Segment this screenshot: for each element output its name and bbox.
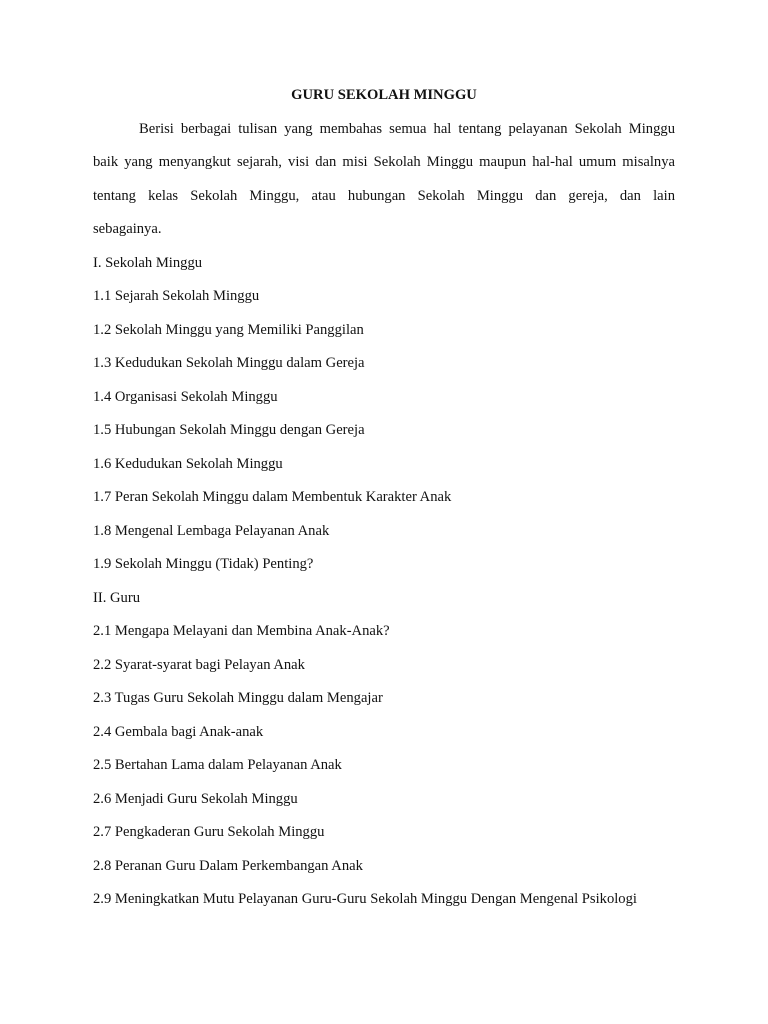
document-page (93, 79, 675, 917)
outline-item: 2.2 Syarat-syarat bagi Pelayan Anak (93, 656, 305, 673)
outline-list (93, 247, 675, 917)
outline-item: 2.1 Mengapa Melayani dan Membina Anak-Anak? (93, 623, 390, 639)
document-title: GURU SEKOLAH MINGGU (291, 87, 477, 103)
outline-item: 1.7 Peran Sekolah Minggu dalam Membentuk Karakter Anak (93, 489, 452, 505)
outline-item: 1.8 Mengenal Lembaga Pelayanan Anak (93, 522, 330, 539)
outline-item: 1.6 Kedudukan Sekolah Minggu (93, 455, 283, 472)
outline-item: 2.8 Peranan Guru Dalam Perkembangan Anak (93, 857, 363, 874)
outline-item: 1.1 Sejarah Sekolah Minggu (93, 288, 260, 304)
outline-item: 1.5 Hubungan Sekolah Minggu dengan Gereja (93, 422, 365, 438)
outline-item: 1.9 Sekolah Minggu (Tidak) Penting? (93, 556, 314, 572)
outline-item: 1.4 Organisasi Sekolah Minggu (93, 388, 278, 405)
outline-item: 2.7 Pengkaderan Guru Sekolah Minggu (93, 824, 325, 840)
intro-line: tentang kelas Sekolah Minggu, atau hubungan Sekolah Minggu dan gereja, dan lain (93, 187, 675, 204)
outline-item: 1.3 Kedudukan Sekolah Minggu dalam Gereja (93, 355, 365, 371)
section-heading: II. Guru (93, 589, 141, 606)
outline-item: 2.4 Gembala bagi Anak-anak (93, 723, 264, 740)
section-heading: I. Sekolah Minggu (93, 254, 203, 271)
intro-line: sebagainya. (93, 221, 162, 237)
intro-line: Berisi berbagai tulisan yang membahas semua hal tentang pelayanan Sekolah Minggu (139, 120, 675, 137)
outline-item: 2.3 Tugas Guru Sekolah Minggu dalam Mengajar (93, 690, 383, 706)
intro-line: baik yang menyangkut sejarah, visi dan misi Sekolah Minggu maupun hal-hal umum misalnya (93, 154, 675, 170)
outline-item: 2.9 Meningkatkan Mutu Pelayanan Guru-Guru Sekolah Minggu Dengan Mengenal Psikologi (93, 891, 637, 907)
outline-item: 1.2 Sekolah Minggu yang Memiliki Panggilan (93, 321, 364, 338)
outline-item: 2.6 Menjadi Guru Sekolah Minggu (93, 790, 298, 807)
outline-item: 2.5 Bertahan Lama dalam Pelayanan Anak (93, 757, 342, 773)
